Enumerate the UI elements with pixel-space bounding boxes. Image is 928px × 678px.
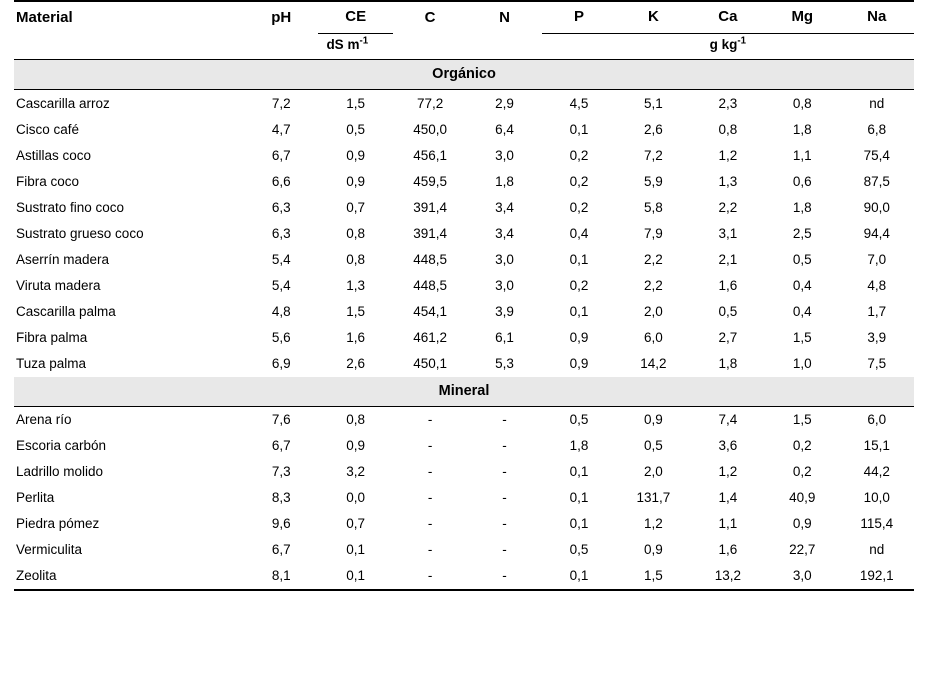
cell-ca: 3,1 <box>718 225 738 241</box>
cell-mg: 1,1 <box>792 147 812 163</box>
cell-c: 454,1 <box>413 303 447 319</box>
cell-ph: 4,7 <box>271 121 291 137</box>
table-row <box>14 350 914 377</box>
cell-n: - <box>502 438 507 453</box>
cell-na: 87,5 <box>863 173 890 189</box>
cell-n: - <box>467 563 541 590</box>
cell-k: 0,9 <box>644 542 663 557</box>
cell-na: 1,7 <box>867 303 887 319</box>
cell-ce: 0,9 <box>346 173 366 189</box>
cell-na: 115,4 <box>860 516 894 531</box>
cell-k: 5,8 <box>644 199 663 215</box>
column-header-p: P <box>542 1 616 34</box>
cell-p: 0,5 <box>569 412 589 427</box>
cell-ph: 7,6 <box>271 412 291 427</box>
cell-k: 2,6 <box>644 121 663 137</box>
cell-ca: 1,8 <box>718 355 738 371</box>
cell-na: 75,4 <box>863 147 890 163</box>
cell-ph: 5,6 <box>271 329 291 345</box>
cell-n: 3,4 <box>495 199 514 215</box>
cell-p: 0,5 <box>569 542 589 557</box>
cell-n: 6,1 <box>495 329 514 345</box>
cell-na: 7,0 <box>867 251 887 267</box>
column-header-k: K <box>616 1 690 34</box>
cell-p: 0,1 <box>569 251 589 267</box>
cell-ca: 7,4 <box>718 412 738 427</box>
units-gkg-text: g kg <box>709 37 738 52</box>
cell-ph: 4,8 <box>271 303 291 319</box>
cell-na: nd <box>869 542 885 557</box>
cell-na: 94,4 <box>863 225 890 241</box>
cell-material: Viruta madera <box>16 277 101 293</box>
column-header-ca: Ca <box>691 1 765 34</box>
cell-n: - <box>502 464 507 479</box>
cell-p: 0,1 <box>542 563 616 590</box>
cell-mg: 0,5 <box>792 251 812 267</box>
cell-mg: 0,4 <box>792 277 812 293</box>
cell-material: Sustrato fino coco <box>16 199 125 215</box>
cell-ph: 6,6 <box>271 173 291 189</box>
cell-mg: 0,2 <box>792 464 812 479</box>
cell-ce: 0,8 <box>346 412 366 427</box>
cell-ph: 6,3 <box>271 225 291 241</box>
cell-n: - <box>502 516 507 531</box>
cell-ph: 5,4 <box>271 277 291 293</box>
units-ce-exponent: -1 <box>359 35 369 47</box>
cell-ca: 1,6 <box>718 277 738 293</box>
cell-ce: 2,6 <box>346 355 366 371</box>
column-header-na: Na <box>840 1 915 34</box>
cell-ca: 1,4 <box>718 490 738 505</box>
table-row <box>14 90 914 117</box>
column-header-c: C <box>393 1 467 34</box>
cell-n: 3,0 <box>495 277 514 293</box>
table-row <box>14 537 914 563</box>
cell-ce: 3,2 <box>346 464 366 479</box>
cell-na: 6,0 <box>867 412 887 427</box>
cell-ph: 8,3 <box>271 490 291 505</box>
cell-n: - <box>502 542 507 557</box>
cell-ce: 0,1 <box>318 563 392 590</box>
cell-ph: 7,2 <box>271 95 291 111</box>
cell-ca: 0,5 <box>718 303 738 319</box>
cell-ph: 6,7 <box>271 147 291 163</box>
cell-ce: 1,6 <box>346 329 366 345</box>
cell-c: - <box>427 516 433 531</box>
table-row <box>14 406 914 433</box>
cell-material: Zeolita <box>14 563 244 590</box>
cell-c: - <box>427 464 433 479</box>
table-row <box>14 246 914 272</box>
table-header <box>14 1 914 60</box>
cell-c: - <box>427 438 433 453</box>
cell-ca: 2,7 <box>718 329 738 345</box>
cell-ce: 0,0 <box>346 490 366 505</box>
cell-ce: 1,5 <box>346 95 366 111</box>
cell-ph: 6,9 <box>271 355 291 371</box>
cell-ce: 0,7 <box>346 199 366 215</box>
materials-properties-table <box>14 0 914 591</box>
cell-n: 3,0 <box>495 147 514 163</box>
cell-k: 7,9 <box>644 225 663 241</box>
cell-na: 10,0 <box>863 490 890 505</box>
cell-p: 0,9 <box>569 329 589 345</box>
table-row <box>14 485 914 511</box>
cell-c: 448,5 <box>413 251 447 267</box>
cell-na: 15,1 <box>863 438 890 453</box>
cell-ce: 1,3 <box>346 277 366 293</box>
column-header-mg: Mg <box>765 1 839 34</box>
cell-ce: 0,7 <box>346 516 366 531</box>
cell-material: Tuza palma <box>16 355 87 371</box>
cell-k: 5,9 <box>644 173 663 189</box>
section-title-organico: Orgánico <box>14 60 914 90</box>
table-row <box>14 272 914 298</box>
cell-ca: 3,6 <box>718 438 738 453</box>
cell-n: 2,9 <box>495 95 514 111</box>
table-row <box>14 220 914 246</box>
cell-ce: 0,5 <box>346 121 366 137</box>
column-header-n: N <box>467 1 541 34</box>
units-spacer-ph <box>244 34 318 60</box>
cell-c: - <box>393 563 467 590</box>
table-row <box>14 116 914 142</box>
cell-n: 1,8 <box>495 173 514 189</box>
cell-p: 0,2 <box>569 173 589 189</box>
cell-ph: 5,4 <box>271 251 291 267</box>
cell-mg: 0,4 <box>792 303 812 319</box>
cell-p: 0,2 <box>569 199 589 215</box>
cell-ca: 0,8 <box>718 121 738 137</box>
cell-material: Cascarilla palma <box>16 303 116 319</box>
column-header-ph: pH <box>244 1 318 34</box>
cell-ph: 9,6 <box>271 516 291 531</box>
units-ce-text: dS m <box>326 37 360 52</box>
cell-ce: 0,8 <box>346 225 366 241</box>
cell-ca: 1,2 <box>718 464 738 479</box>
cell-material: Vermiculita <box>16 542 83 557</box>
cell-ca: 13,2 <box>691 563 765 590</box>
cell-k: 2,2 <box>644 277 663 293</box>
cell-k: 2,0 <box>644 464 663 479</box>
cell-mg: 0,2 <box>792 438 812 453</box>
cell-mg: 2,5 <box>792 225 812 241</box>
cell-material: Fibra coco <box>16 173 80 189</box>
cell-c: 391,4 <box>413 225 447 241</box>
cell-c: 450,0 <box>413 121 447 137</box>
table-row <box>14 168 914 194</box>
cell-c: - <box>427 412 433 427</box>
cell-ph: 7,3 <box>271 464 291 479</box>
cell-na: 44,2 <box>863 464 890 479</box>
cell-ce: 0,1 <box>346 542 366 557</box>
header-row-units <box>14 34 914 60</box>
cell-na: 6,8 <box>867 121 887 137</box>
cell-p: 0,9 <box>569 355 589 371</box>
cell-material: Fibra palma <box>16 329 88 345</box>
cell-material: Ladrillo molido <box>16 464 104 479</box>
cell-mg: 22,7 <box>789 542 816 557</box>
cell-k: 5,1 <box>644 95 663 111</box>
cell-k: 2,0 <box>644 303 663 319</box>
cell-material: Aserrín madera <box>16 251 110 267</box>
units-spacer-c <box>393 34 467 60</box>
cell-ca: 1,6 <box>718 542 738 557</box>
cell-mg: 0,9 <box>792 516 812 531</box>
cell-p: 0,2 <box>569 147 589 163</box>
cell-ph: 6,7 <box>271 542 291 557</box>
cell-p: 4,5 <box>569 95 589 111</box>
table-row <box>14 433 914 459</box>
cell-k: 2,2 <box>644 251 663 267</box>
units-gkg <box>542 34 914 60</box>
cell-ce: 1,5 <box>346 303 366 319</box>
table-row <box>14 142 914 168</box>
cell-k: 0,5 <box>644 438 663 453</box>
cell-p: 0,1 <box>569 516 589 531</box>
cell-ca: 1,3 <box>718 173 738 189</box>
column-header-ce: CE <box>318 1 392 34</box>
cell-k: 14,2 <box>640 355 667 371</box>
cell-na: 4,8 <box>867 277 887 293</box>
cell-mg: 1,5 <box>792 412 812 427</box>
cell-mg: 3,0 <box>765 563 839 590</box>
cell-na: 3,9 <box>867 329 887 345</box>
cell-k: 131,7 <box>636 490 671 505</box>
table-row <box>14 563 914 590</box>
section-header-organico <box>14 60 914 90</box>
cell-c: 461,2 <box>413 329 447 345</box>
table-row <box>14 194 914 220</box>
cell-n: - <box>502 412 507 427</box>
cell-mg: 1,0 <box>792 355 812 371</box>
section-header-mineral <box>14 377 914 407</box>
cell-ca: 1,2 <box>718 147 738 163</box>
cell-p: 0,1 <box>569 490 589 505</box>
cell-material: Cisco café <box>16 121 80 137</box>
cell-c: - <box>427 542 433 557</box>
cell-k: 7,2 <box>644 147 663 163</box>
units-spacer-material <box>14 34 244 60</box>
cell-c: 391,4 <box>413 199 447 215</box>
cell-c: 450,1 <box>413 355 447 371</box>
table-row <box>14 324 914 350</box>
cell-c: 456,1 <box>413 147 447 163</box>
cell-k: 1,2 <box>644 516 663 531</box>
units-ce <box>318 34 392 60</box>
cell-k: 1,5 <box>616 563 690 590</box>
cell-mg: 1,5 <box>792 329 812 345</box>
cell-c: 77,2 <box>416 95 444 111</box>
cell-material: Cascarilla arroz <box>16 95 110 111</box>
cell-na: 7,5 <box>867 355 887 371</box>
cell-n: 3,0 <box>495 251 514 267</box>
table-body-organico <box>14 60 914 377</box>
cell-mg: 1,8 <box>792 121 812 137</box>
table-row <box>14 298 914 324</box>
cell-ce: 0,8 <box>346 251 366 267</box>
cell-n: 3,9 <box>495 303 514 319</box>
header-row-columns <box>14 1 914 34</box>
cell-na: nd <box>869 95 885 111</box>
cell-n: 5,3 <box>495 355 514 371</box>
cell-ca: 1,1 <box>718 516 738 531</box>
cell-n: - <box>502 490 507 505</box>
cell-mg: 0,8 <box>792 95 812 111</box>
cell-na: 192,1 <box>840 563 915 590</box>
cell-n: 6,4 <box>495 121 514 137</box>
table-row <box>14 511 914 537</box>
cell-ca: 2,1 <box>718 251 738 267</box>
units-gkg-exponent: -1 <box>737 35 747 47</box>
cell-n: 3,4 <box>495 225 514 241</box>
cell-ph: 6,7 <box>271 438 291 453</box>
cell-p: 0,1 <box>569 303 589 319</box>
column-header-material: Material <box>14 1 244 34</box>
cell-p: 0,1 <box>569 464 589 479</box>
cell-na: 90,0 <box>863 199 890 215</box>
cell-p: 0,2 <box>569 277 589 293</box>
cell-material: Arena río <box>16 412 72 427</box>
cell-c: 448,5 <box>413 277 447 293</box>
cell-ce: 0,9 <box>346 438 366 453</box>
table-row <box>14 459 914 485</box>
cell-ca: 2,2 <box>718 199 738 215</box>
section-title-mineral: Mineral <box>14 377 914 407</box>
cell-p: 0,1 <box>569 121 589 137</box>
cell-ph: 6,3 <box>271 199 291 215</box>
cell-p: 1,8 <box>569 438 589 453</box>
cell-k: 6,0 <box>644 329 663 345</box>
cell-p: 0,4 <box>569 225 589 241</box>
table-body-mineral <box>14 377 914 590</box>
cell-material: Sustrato grueso coco <box>16 225 144 241</box>
cell-c: - <box>427 490 433 505</box>
cell-material: Piedra pómez <box>16 516 100 531</box>
cell-mg: 40,9 <box>789 490 816 505</box>
cell-c: 459,5 <box>413 173 447 189</box>
cell-material: Perlita <box>16 490 55 505</box>
cell-mg: 0,6 <box>792 173 812 189</box>
cell-ce: 0,9 <box>346 147 366 163</box>
cell-ph: 8,1 <box>244 563 318 590</box>
cell-k: 0,9 <box>644 412 663 427</box>
cell-mg: 1,8 <box>792 199 812 215</box>
units-spacer-n <box>467 34 541 60</box>
cell-ca: 2,3 <box>718 95 738 111</box>
cell-material: Escoria carbón <box>16 438 107 453</box>
cell-material: Astillas coco <box>16 147 92 163</box>
